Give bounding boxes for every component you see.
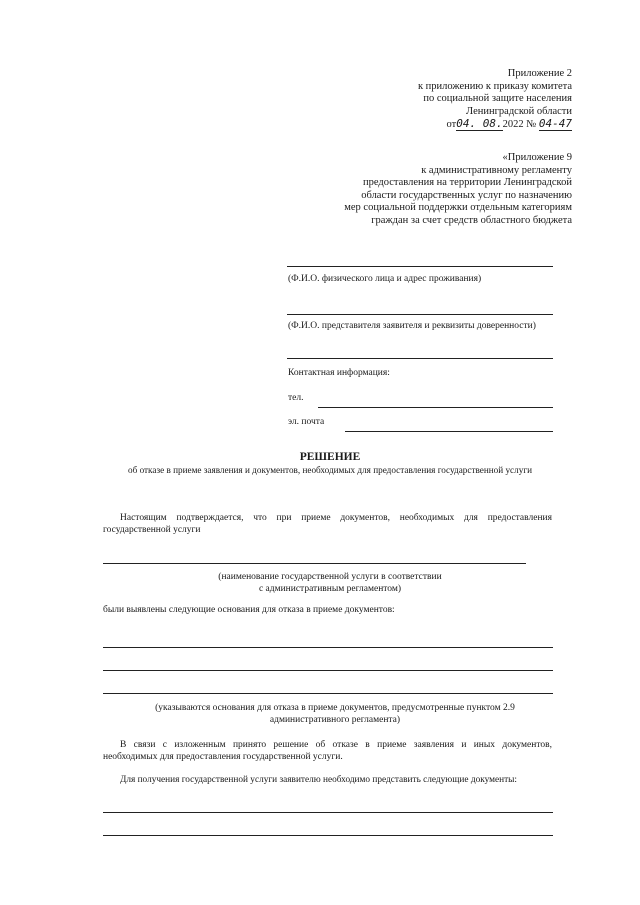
appendix-sub-line5: мер социальной поддержки отдельным категориям (344, 202, 572, 213)
appendix-sub-line1: «Приложение 9 (502, 152, 572, 163)
service-fill-line (103, 563, 526, 564)
date-handwritten: 04. 08. (456, 117, 503, 130)
representative-fill-line (287, 314, 553, 315)
representative-caption: (Ф.И.О. представителя заявителя и реквизиты доверенности) (288, 321, 536, 331)
appendix-main-line1: Приложение 2 (507, 68, 572, 79)
para2-line2: необходимых для предоставления государственной услуги. (103, 752, 343, 762)
contact-separator-line (287, 358, 553, 359)
number-handwritten: 04-47 (538, 117, 572, 130)
appendix-main-line4: Ленинградской области (466, 105, 572, 117)
decision-title: РЕШЕНИЕ (299, 451, 361, 463)
appendix-sub-line2: к административному регламенту (421, 164, 572, 176)
documents-line-1 (103, 812, 553, 813)
person-caption: (Ф.И.О. физического лица и адрес проживания) (288, 274, 482, 284)
appendix-main (272, 68, 572, 132)
reasons-caption-1: (указываются основания для отказа в приеме документов, предусмотренные пунктом 2.9 (155, 703, 515, 713)
service-caption-2: с административным регламентом) (258, 584, 402, 594)
reasons-line-1 (103, 647, 553, 648)
email-fill-line (345, 431, 553, 432)
reasons-intro: были выявлены следующие основания для отказа в приеме документов: (103, 605, 395, 615)
appendix-sub-line4: области государственных услуг по назначению (361, 189, 572, 201)
appendix-sub-line3: предоставления на территории Ленинградской (362, 177, 572, 188)
appendix-main-line2: к приложению к приказу комитета (417, 80, 572, 92)
appendix-sub (232, 152, 572, 227)
phone-label: тел. (288, 393, 304, 403)
reasons-caption-2: административного регламента) (269, 715, 401, 725)
reasons-line-3 (103, 693, 553, 694)
phone-fill-line (318, 407, 553, 408)
appendix-sub-line6: граждан за счет средств областного бюджета (371, 214, 572, 226)
appendix-main-date (272, 118, 572, 132)
date-prefix: от (446, 119, 457, 130)
decision-subtitle: об отказе в приеме заявления и документов, необходимых для предоставления государственной услуги (128, 465, 532, 475)
date-year: 2022 № (502, 119, 537, 130)
documents-line-2 (103, 835, 553, 836)
email-label: эл. почта (288, 417, 325, 427)
person-fill-line (287, 266, 553, 267)
para3: Для получения государственной услуги заявителю необходимо представить следующие документы: (120, 775, 518, 785)
service-caption-1: (наименование государственной услуги в соответствии (218, 572, 442, 582)
para2-line1: В связи с изложенным принято решение об отказе в приеме заявления и иных документов, (120, 740, 552, 750)
para1-line2: государственной услуги (103, 525, 201, 535)
appendix-main-line3: по социальной защите населения (423, 93, 572, 104)
reasons-line-2 (103, 670, 553, 671)
contact-label: Контактная информация: (288, 368, 390, 378)
para1-line1: Настоящим подтверждается, что при приеме документов, необходимых для предоставления (120, 513, 552, 523)
